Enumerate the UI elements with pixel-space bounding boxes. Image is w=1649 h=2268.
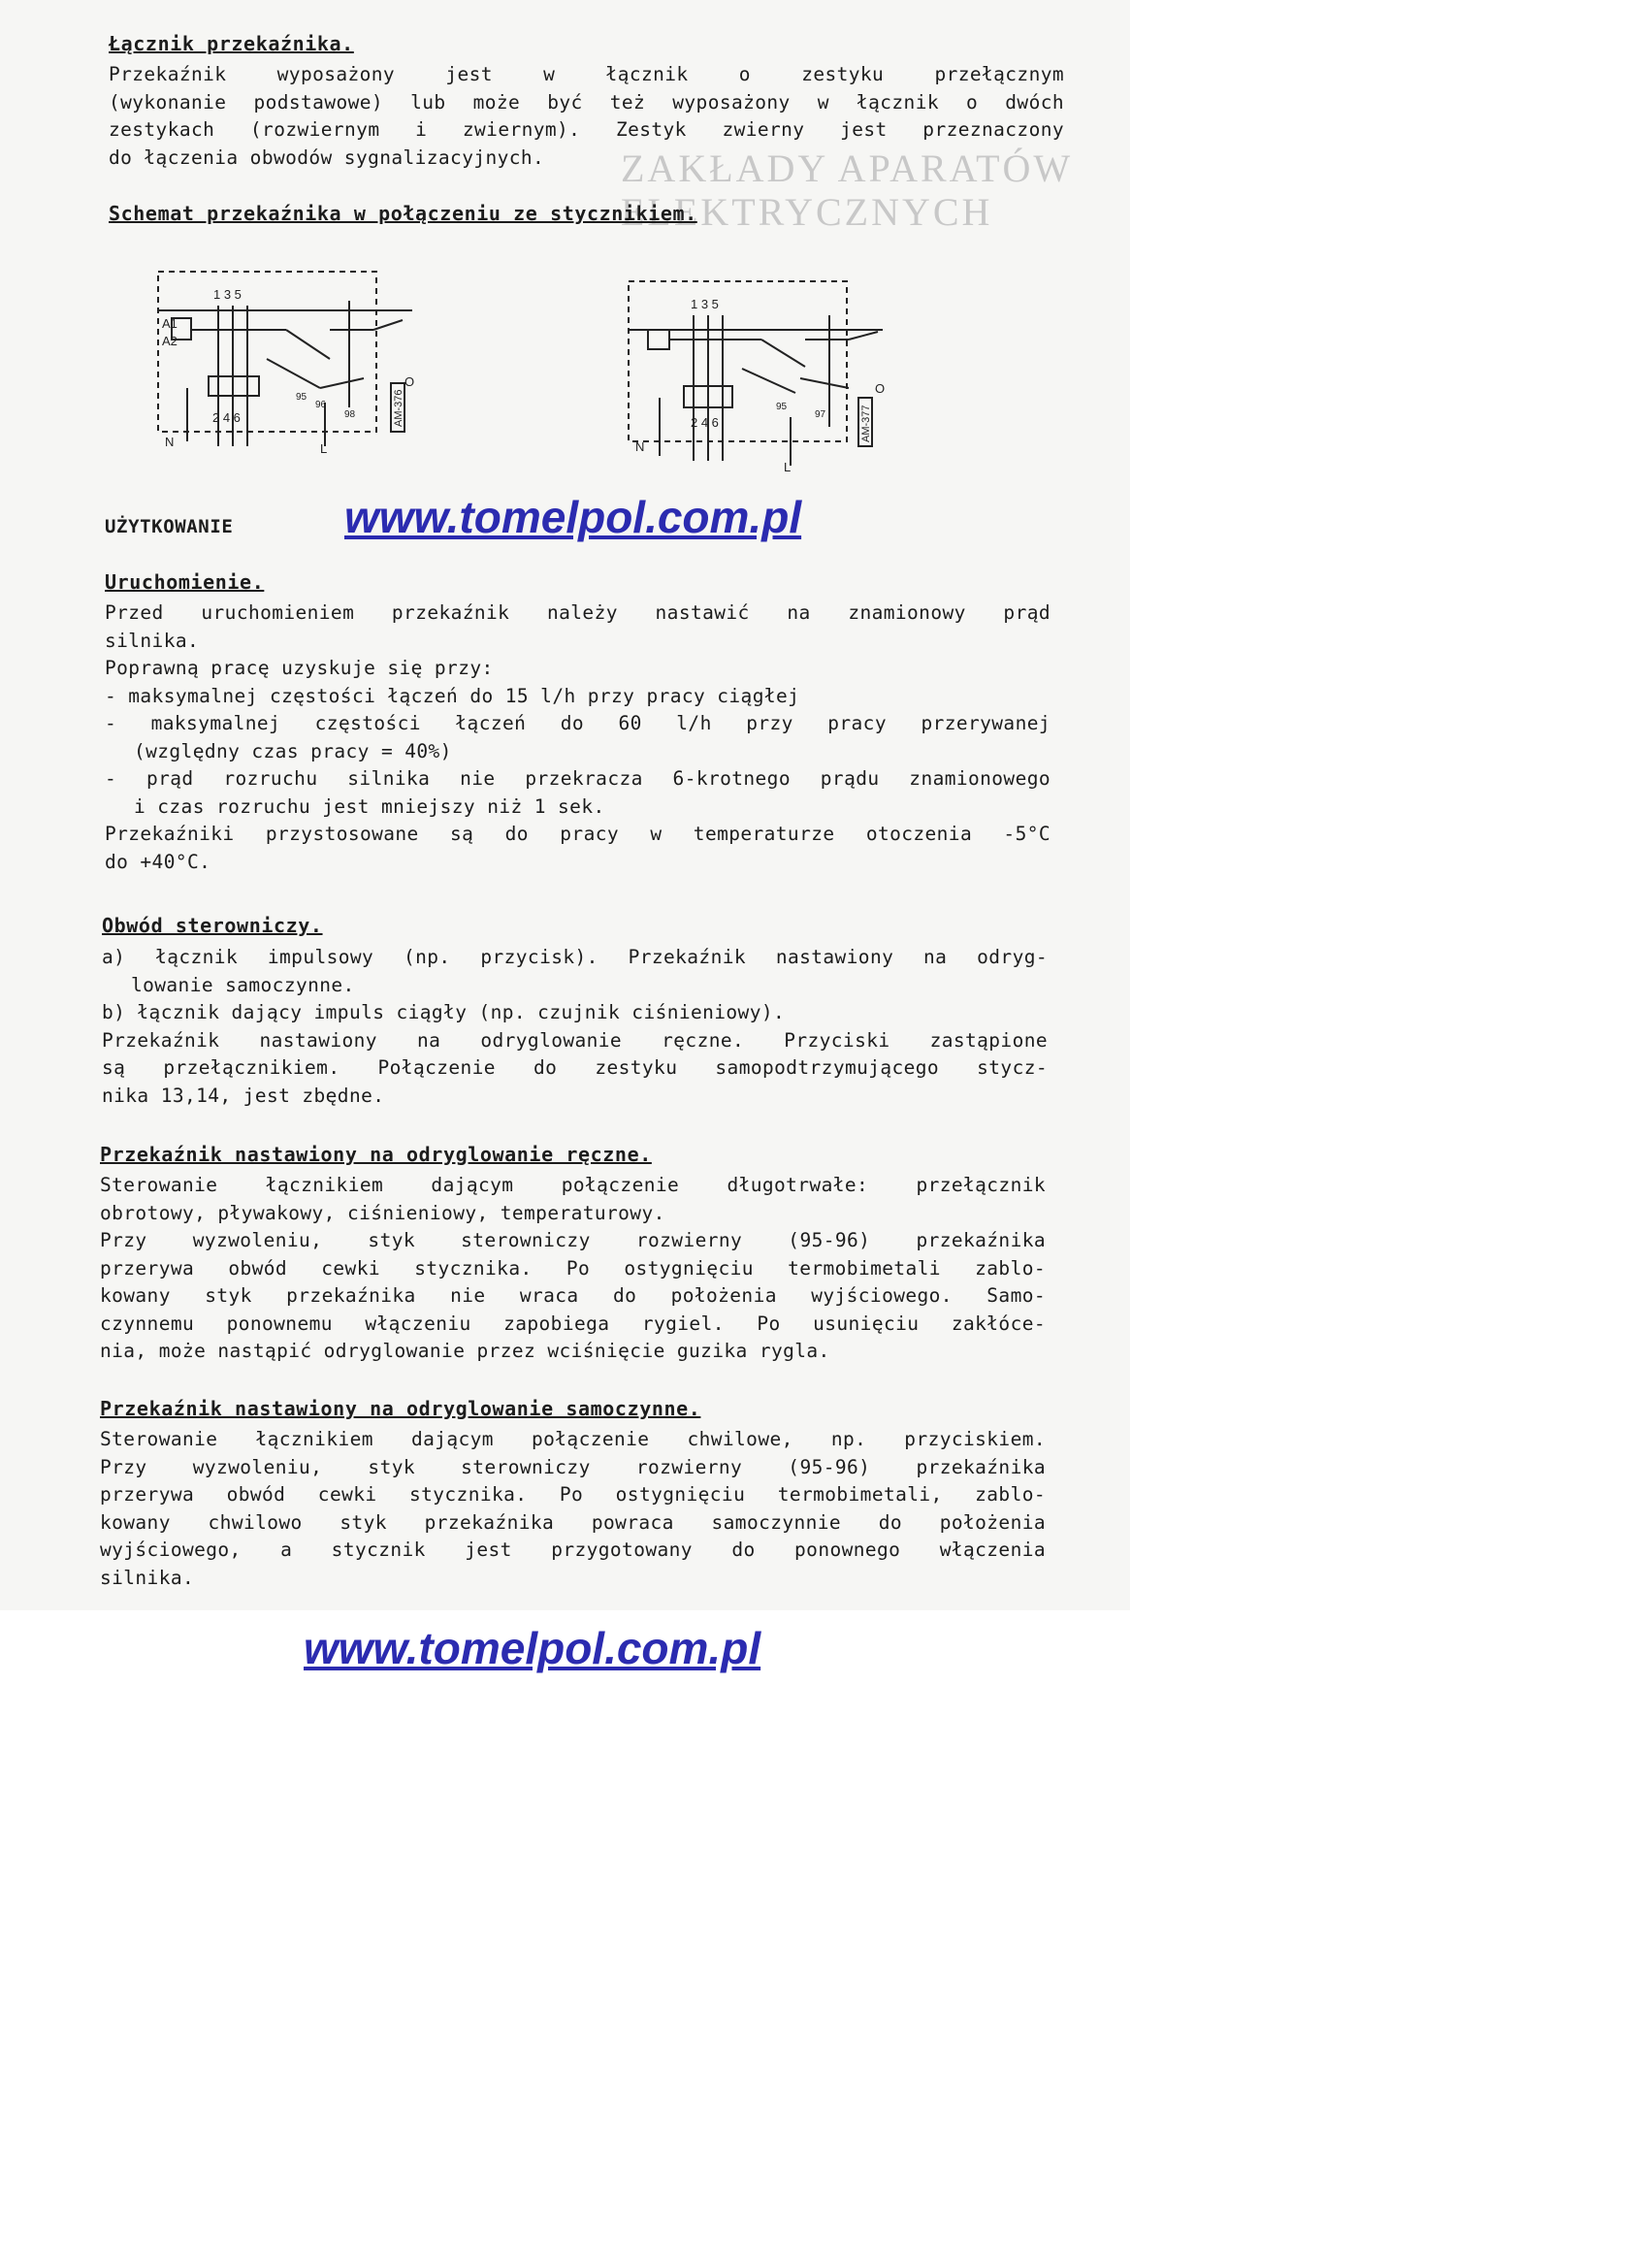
terminal-labels-bottom: 2 4 6	[212, 410, 241, 425]
text-line: kowany styk przekaźnika nie wraca do położenia wyjściowego. Samo-	[100, 1284, 1046, 1307]
text-line: nika 13,14, jest zbędne.	[102, 1084, 385, 1107]
text-line: Przekaźniki przystosowane są do pracy w temperaturze otoczenia -5°C	[105, 823, 1051, 845]
text-line: wyjściowego, a stycznik jest przygotowany do ponownego włączenia	[100, 1539, 1046, 1561]
text-line: do łączenia obwodów sygnalizacyjnych.	[109, 146, 545, 169]
bleed-through-text: ZAKŁADY APARATÓW	[621, 146, 1074, 190]
text-line: (względny czas pracy = 40%)	[134, 739, 452, 762]
section-heading-schematic: Schemat przekaźnika w połączeniu ze stycznikiem.	[109, 202, 697, 225]
section-heading-startup: Uruchomienie.	[105, 570, 265, 594]
section-heading-relay-switch: Łącznik przekaźnika.	[109, 32, 354, 55]
text-line: Przekaźnik nastawiony na odryglowanie ręczne. Przyciski zastąpione	[102, 1028, 1048, 1052]
text-line: (wykonanie podstawowe) lub może być też wyposażony w łącznik o dwóch	[109, 90, 1064, 113]
diagram-code: AM-376	[393, 389, 404, 427]
scanned-page	[0, 0, 1130, 1610]
label-a1: A1	[162, 316, 178, 331]
section-heading-control-circuit: Obwód sterowniczy.	[102, 914, 323, 937]
text-line: przerywa obwód cewki stycznika. Po ostygnięciu termobimetali, zablo-	[100, 1483, 1046, 1506]
text-line: czynnemu ponownemu włączeniu zapobiega rygiel. Po usunięciu zakłóce-	[100, 1312, 1046, 1335]
text-line: b) łącznik dający impuls ciągły (np. czujnik ciśnieniowy).	[102, 1001, 786, 1023]
label-97: 97	[815, 409, 826, 420]
label-a2: A2	[162, 334, 178, 348]
terminal-labels-bottom: 2 4 6	[691, 415, 719, 430]
diagram-code: AM-377	[860, 405, 872, 442]
text-line: silnika.	[100, 1566, 195, 1589]
text-line: są przełącznikiem. Połączenie do zestyku samopodtrzymującego stycz-	[102, 1056, 1048, 1079]
text-line: kowany chwilowo styk przekaźnika powraca samoczynnie do położenia	[100, 1510, 1046, 1534]
website-link-bottom[interactable]: www.tomelpol.com.pl	[304, 1623, 761, 1673]
label-l: L	[784, 460, 792, 474]
label-o: O	[404, 374, 415, 389]
text-line: - prąd rozruchu silnika nie przekracza 6-krotnego prądu znamionowego	[105, 767, 1051, 790]
text-line: nia, może nastąpić odryglowanie przez wciśnięcie guzika rygla.	[100, 1340, 830, 1362]
section-body-relay-switch	[109, 61, 1064, 172]
schematic-diagram-right	[621, 272, 902, 475]
section-heading-auto-unlock: Przekaźnik nastawiony na odryglowanie samoczynne.	[100, 1397, 701, 1420]
section-body-startup	[105, 599, 1051, 876]
text-line: Przed uruchomieniem przekaźnik należy nastawić na znamionowy prąd	[105, 601, 1051, 624]
text-line: Sterowanie łącznikiem dającym połączenie długotrwałe: przełącznik	[100, 1174, 1046, 1196]
text-line: silnika.	[105, 629, 200, 652]
text-line: - maksymalnej częstości łączeń do 60 l/h przy pracy przerywanej	[105, 712, 1051, 734]
usage-heading: UŻYTKOWANIE	[105, 516, 234, 537]
section-heading-manual-unlock: Przekaźnik nastawiony na odryglowanie ręczne.	[100, 1143, 652, 1166]
bleed-through-text: ELEKTRYCZNYCH	[621, 190, 993, 234]
text-line: do +40°C.	[105, 850, 211, 873]
text-line: a) łącznik impulsowy (np. przycisk). Przekaźnik nastawiony na odryg-	[102, 946, 1048, 968]
text-line: lowanie samoczynne.	[131, 973, 355, 996]
text-line: Przekaźnik wyposażony jest w łącznik o zestyku przełącznym	[109, 63, 1064, 85]
text-line: i czas rozruchu jest mniejszy niż 1 sek.	[134, 794, 605, 818]
text-line: przerywa obwód cewki stycznika. Po ostygnięciu termobimetali zablo-	[100, 1256, 1046, 1280]
text-line: obrotowy, pływakowy, ciśnieniowy, temperaturowy.	[100, 1201, 665, 1224]
label-95: 95	[296, 392, 307, 403]
schematic-diagram-left	[150, 262, 432, 456]
text-line: - maksymalnej częstości łączeń do 15 l/h przy pracy ciągłej	[105, 684, 800, 707]
terminal-labels-top: 1 3 5	[691, 297, 719, 311]
label-o: O	[875, 381, 886, 396]
text-line: Przy wyzwoleniu, styk sterowniczy rozwierny (95-96) przekaźnika	[100, 1229, 1046, 1251]
label-n: N	[635, 439, 645, 454]
text-line: Sterowanie łącznikiem dającym połączenie chwilowe, np. przyciskiem.	[100, 1428, 1046, 1450]
label-96: 96	[315, 400, 327, 410]
label-98: 98	[344, 409, 356, 420]
text-line: zestykach (rozwiernym i zwiernym). Zestyk zwierny jest przeznaczony	[109, 118, 1064, 141]
website-link-top[interactable]: www.tomelpol.com.pl	[344, 492, 802, 542]
label-n: N	[165, 435, 175, 449]
label-95: 95	[776, 402, 788, 412]
text-line: Poprawną pracę uzyskuje się przy:	[105, 657, 494, 679]
terminal-labels-top: 1 3 5	[213, 287, 242, 302]
text-line: Przy wyzwoleniu, styk sterowniczy rozwierny (95-96) przekaźnika	[100, 1455, 1046, 1478]
section-body-control-circuit	[102, 944, 1048, 1110]
section-body-auto-unlock	[100, 1426, 1046, 1592]
label-l: L	[320, 441, 328, 456]
section-body-manual-unlock	[100, 1172, 1046, 1366]
